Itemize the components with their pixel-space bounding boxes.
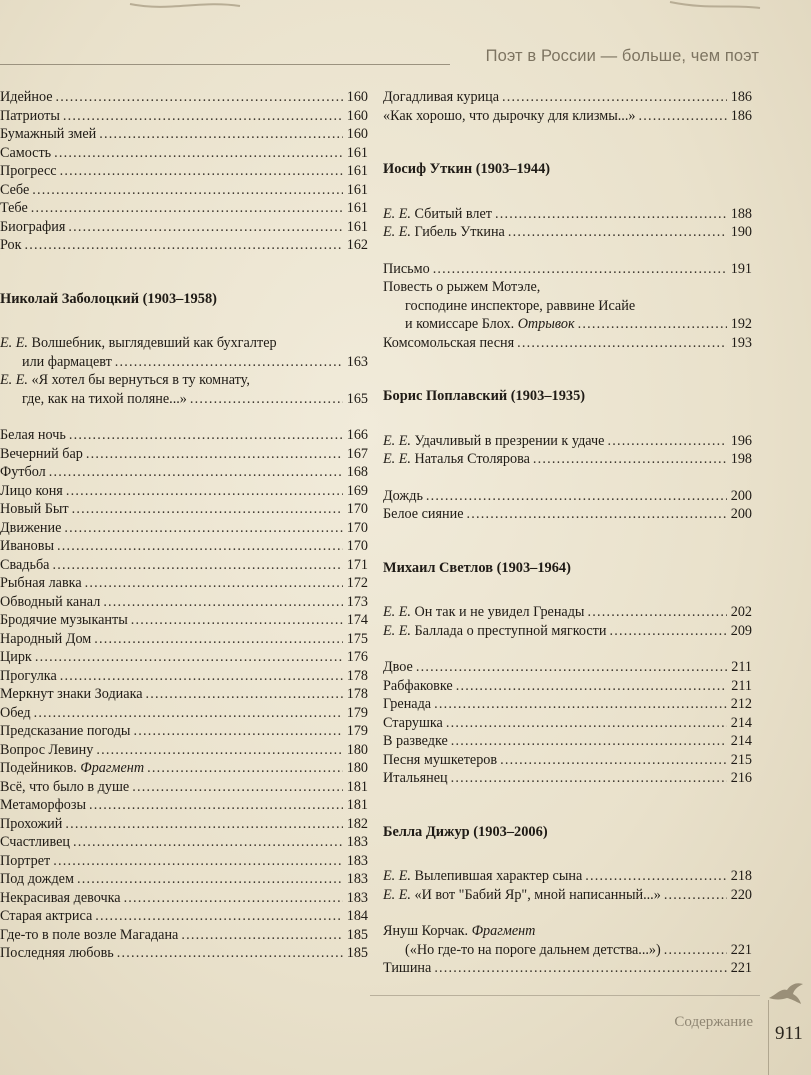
toc-entry[interactable]: Старушка ..... 214 [383, 714, 752, 733]
essay-entry[interactable]: Е. Е. Вылепившая характер сына ..... 218 [383, 867, 752, 886]
toc-entry-list [0, 88, 368, 255]
toc-entry[interactable]: Рыбная лавка ..... 172 [0, 574, 368, 593]
section-heading: Михаил Светлов (1903–1964) [383, 559, 571, 576]
section-heading: Николай Заболоцкий (1903–1958) [0, 290, 217, 307]
toc-entry[interactable]: Старая актриса ..... 184 [0, 907, 368, 926]
essay-entry[interactable]: Е. Е. Наталья Столярова ..... 198 [383, 450, 752, 469]
toc-entry[interactable]: Народный Дом ..... 175 [0, 630, 368, 649]
essay-entry[interactable]: Е. Е. «И вот "Бабий Яр", мной написанный...» ..... 220 [383, 886, 752, 905]
toc-entry[interactable]: Лицо коня ..... 169 [0, 482, 368, 501]
page-number: 911 [775, 1023, 803, 1044]
toc-entry[interactable]: Двое ..... 211 [383, 658, 752, 677]
top-ornament [110, 0, 770, 14]
toc-entry[interactable]: Белая ночь ..... 166 [0, 426, 368, 445]
toc-entry[interactable]: Обед ..... 179 [0, 704, 368, 723]
toc-left-column [0, 88, 368, 963]
header-rule [0, 64, 450, 65]
toc-entry[interactable]: «Как хорошо, что дырочку для клизмы...» ..... 186 [383, 107, 752, 126]
toc-entry[interactable]: Подейников. Фрагмент ..... 180 [0, 759, 368, 778]
essay-entry[interactable]: Е. Е. «Я хотел бы вернуться в ту комнату, [0, 372, 250, 388]
toc-entry[interactable]: Повесть о рыжем Мотэле, [383, 279, 541, 295]
toc-entry[interactable]: Вопрос Левину ..... 180 [0, 741, 368, 760]
toc-entry[interactable]: Ивановы ..... 170 [0, 537, 368, 556]
essay-entry[interactable]: Е. Е. Волшебник, выглядевший как бухгалтер [0, 335, 277, 351]
toc-entry[interactable]: Всё, что было в душе ..... 181 [0, 778, 368, 797]
toc-entry[interactable]: Где-то в поле возле Магадана ..... 185 [0, 926, 368, 945]
footer-rule [370, 995, 760, 996]
section-heading: Иосиф Уткин (1903–1944) [383, 161, 551, 177]
toc-entry[interactable]: Прогресс ..... 161 [0, 162, 368, 181]
toc-right-column [383, 88, 752, 978]
toc-entry[interactable]: Движение ..... 170 [0, 519, 368, 538]
section-heading: Белла Дижур (1903–2006) [383, 823, 548, 840]
poem-list [0, 426, 368, 963]
essay-entry[interactable]: Е. Е. Он так и не увидел Гренады ..... 202 [383, 603, 752, 622]
essay-entry[interactable]: Е. Е. Гибель Уткина ..... 190 [383, 223, 752, 242]
toc-entry[interactable]: Гренада ..... 212 [383, 695, 752, 714]
toc-entry[interactable]: Письмо ..... 191 [383, 260, 752, 279]
toc-entry[interactable]: Патриоты ..... 160 [0, 107, 368, 126]
toc-entry[interactable]: Рок ..... 162 [0, 236, 368, 255]
toc-entry[interactable]: Прогулка ..... 178 [0, 667, 368, 686]
toc-entry-continuation[interactable]: («Но где-то на пороге дальнем детства...») ..... 221 [383, 941, 752, 960]
toc-entry[interactable]: Идейное ..... 160 [0, 88, 368, 107]
toc-entry[interactable]: Самость ..... 161 [0, 144, 368, 163]
toc-entry[interactable]: Новый Быт ..... 170 [0, 500, 368, 519]
toc-entry-continuation[interactable]: и комиссаре Блох. Отрывок ..... 192 [383, 315, 752, 334]
toc-entry[interactable]: Обводный канал ..... 173 [0, 593, 368, 612]
toc-entry[interactable]: Предсказание погоды ..... 179 [0, 722, 368, 741]
essay-entry[interactable]: Е. Е. Баллада о преступной мягкости ..... 209 [383, 622, 752, 641]
toc-entry[interactable]: Вечерний бар ..... 167 [0, 445, 368, 464]
toc-entry[interactable]: Тишина ..... 221 [383, 959, 752, 978]
toc-entry[interactable]: Белое сияние ..... 200 [383, 505, 752, 524]
toc-entry[interactable]: Последняя любовь ..... 185 [0, 944, 368, 963]
toc-entry[interactable]: Под дождем ..... 183 [0, 870, 368, 889]
toc-entry[interactable]: В разведке ..... 214 [383, 732, 752, 751]
toc-entry[interactable]: Януш Корчак. Фрагмент [383, 923, 536, 939]
section-heading: Борис Поплавский (1903–1935) [383, 388, 586, 404]
essay-entry-continuation[interactable]: где, как на тихой поляне...» ..... 165 [0, 390, 368, 409]
toc-entry[interactable]: Дождь ..... 200 [383, 487, 752, 506]
toc-entry-continuation: господине инспекторе, раввине Исайе [405, 297, 636, 314]
running-head: Поэт в России — больше, чем поэт [485, 47, 759, 65]
toc-entry[interactable]: Некрасивая девочка ..... 183 [0, 889, 368, 908]
toc-entry[interactable]: Футбол ..... 168 [0, 463, 368, 482]
toc-entry[interactable]: Бродячие музыканты ..... 174 [0, 611, 368, 630]
toc-entry[interactable]: Свадьба ..... 171 [0, 556, 368, 575]
toc-entry[interactable]: Песня мушкетеров ..... 215 [383, 751, 752, 770]
essay-entry-continuation[interactable]: или фармацевт ..... 163 [0, 353, 368, 372]
toc-entry[interactable]: Бумажный змей ..... 160 [0, 125, 368, 144]
toc-entry[interactable]: Счастливец ..... 183 [0, 833, 368, 852]
toc-entry[interactable]: Метаморфозы ..... 181 [0, 796, 368, 815]
toc-entry[interactable]: Биография ..... 161 [0, 218, 368, 237]
toc-entry[interactable]: Догадливая курица ..... 186 [383, 88, 752, 107]
toc-entry[interactable]: Себе ..... 161 [0, 181, 368, 200]
footer-divider [768, 1000, 769, 1075]
toc-entry[interactable]: Портрет ..... 183 [0, 852, 368, 871]
toc-entry[interactable]: Рабфаковке ..... 211 [383, 677, 752, 696]
toc-entry[interactable]: Итальянец ..... 216 [383, 769, 752, 788]
footer-section-label: Содержание [674, 1014, 753, 1030]
toc-entry[interactable]: Тебе ..... 161 [0, 199, 368, 218]
essay-entry[interactable]: Е. Е. Сбитый влет ..... 188 [383, 205, 752, 224]
essay-entry[interactable]: Е. Е. Удачливый в презрении к удаче ..... 196 [383, 432, 752, 451]
toc-entry[interactable]: Цирк ..... 176 [0, 648, 368, 667]
bird-ornament-icon [765, 978, 807, 1008]
toc-entry[interactable]: Меркнут знаки Зодиака ..... 178 [0, 685, 368, 704]
toc-entry[interactable]: Прохожий ..... 182 [0, 815, 368, 834]
toc-entry[interactable]: Комсомольская песня ..... 193 [383, 334, 752, 353]
